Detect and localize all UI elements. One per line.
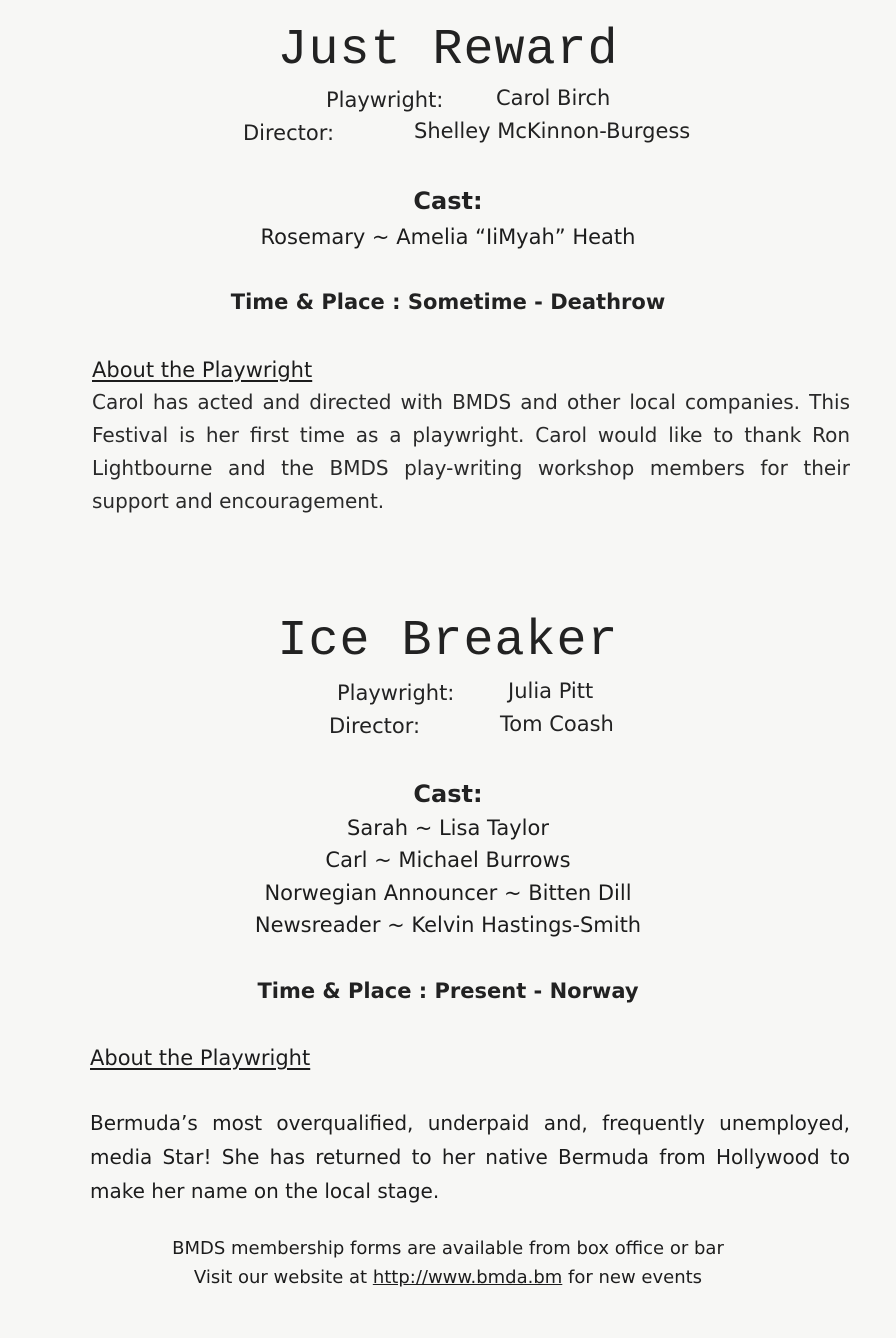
about-playwright-heading: About the Playwright [92, 358, 313, 382]
about-playwright-heading: About the Playwright [90, 1046, 311, 1070]
website-link[interactable]: http://www.bmda.bm [372, 1267, 563, 1288]
playwright-name: Julia Pitt [508, 679, 594, 703]
cast-member: Carl ~ Michael Burrows [325, 848, 571, 872]
time-and-place: Time & Place : Present - Norway [257, 979, 639, 1003]
website-note [0, 1267, 896, 1288]
play-title-just-reward: Just Reward [277, 22, 619, 79]
director-name: Tom Coash [500, 712, 614, 736]
time-and-place: Time & Place : Sometime - Deathrow [230, 290, 666, 314]
playwright-name: Carol Birch [496, 86, 611, 110]
playwright-label: Playwright: [337, 681, 455, 705]
website-prefix: Visit our website at [193, 1267, 373, 1288]
about-playwright-text: Bermuda’s most overqualified, underpaid and, frequently unemployed, media Star! She has returned to her native Bermuda from Hollywood to make her name on the local stage. [90, 1111, 850, 1203]
director-label: Director: [243, 121, 335, 145]
cast-member: Newsreader ~ Kelvin Hastings-Smith [254, 913, 642, 937]
play-title-ice-breaker: Ice Breaker [277, 613, 619, 670]
website-suffix: for new events [562, 1267, 703, 1288]
cast-member: Sarah ~ Lisa Taylor [347, 816, 549, 840]
cast-heading: Cast: [413, 780, 483, 808]
about-playwright-text: Carol has acted and directed with BMDS and other local companies. This Festival is her first time as a playwright. Carol would like to thank Ron Lightbourne and the BMDS play-writing workshop members for their support and encouragement. [92, 390, 850, 513]
director-label: Director: [329, 714, 421, 738]
membership-note: BMDS membership forms are available from box office or bar [172, 1238, 724, 1259]
cast-member: Norwegian Announcer ~ Bitten Dill [264, 881, 632, 905]
director-name: Shelley McKinnon-Burgess [414, 119, 691, 143]
cast-member: Rosemary ~ Amelia “IiMyah” Heath [260, 225, 636, 249]
cast-heading: Cast: [413, 187, 483, 215]
playwright-label: Playwright: [326, 88, 444, 112]
